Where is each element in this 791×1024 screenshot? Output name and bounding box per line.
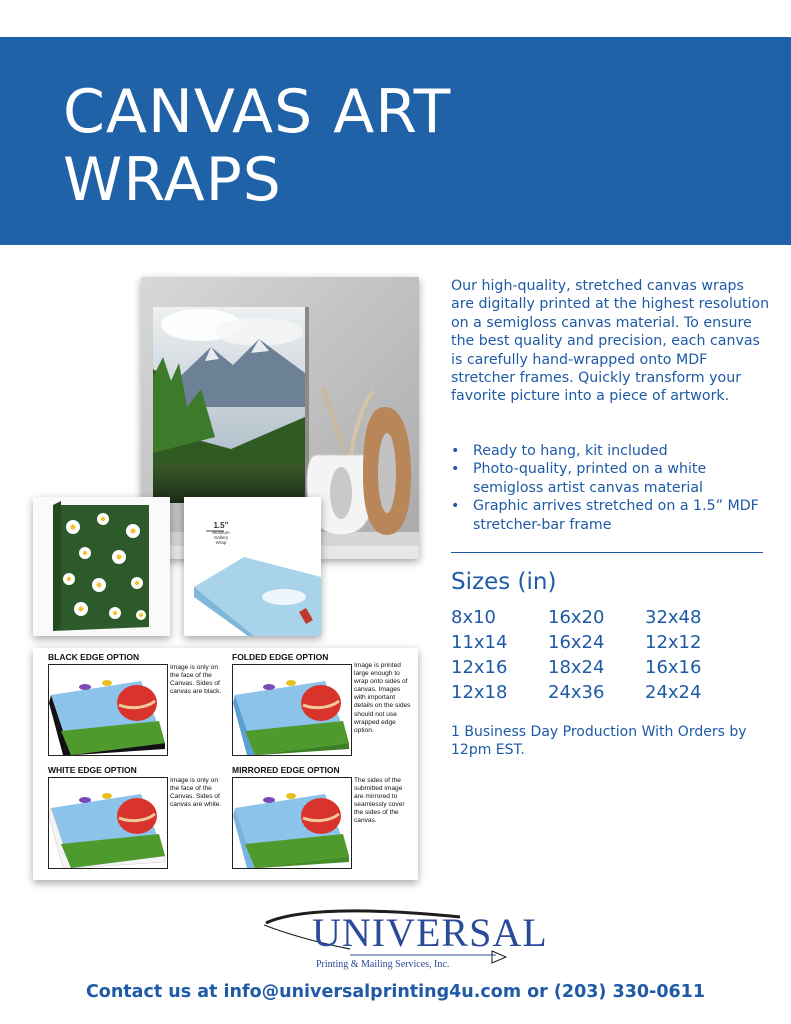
size-item: 18x24 [548,657,605,678]
gallery-wrap-line-2: Gallery [213,535,229,540]
intro-paragraph: Our high-quality, stretched canvas wraps are digitally printed at the highest resolution on a semigloss canvas material. To ensure the best quality and precision, each canvas is carefully hand-wrapped onto MDF stretcher frames. Quickly transform your favorite picture into a piece of artwork. [451,278,770,405]
sizes-heading: Sizes (in) [451,569,557,595]
production-note: 1 Business Day Production With Orders by 12pm EST. [451,724,747,758]
white-edge-image [48,777,168,869]
contact-prefix: Contact us at [85,982,218,1002]
folded-edge-image [232,664,352,756]
feature-item: • Ready to hang, kit included [451,442,776,460]
logo-tagline: Printing & Mailing Services, Inc. [316,959,450,970]
feature-item: • Graphic arrives stretched on a 1.5” MDF stretcher-bar frame [451,497,776,534]
gallery-wrap-line-1: Museum [212,530,230,535]
folded-edge-illustration [233,665,351,755]
contact-line [0,982,791,1002]
daisy-canvas-illustration [33,497,170,636]
white-edge-label: WHITE EDGE OPTION [48,765,137,775]
black-edge-description: Image is only on the face of the Canvas. Sides of canvas are black. [170,664,222,696]
black-edge-label: BLACK EDGE OPTION [48,652,140,662]
feature-list [451,442,776,534]
size-item: 8x10 [451,607,497,628]
size-item: 16x16 [645,657,702,678]
contact-phone-link[interactable]: (203) 330-0611 [553,982,706,1002]
size-item: 16x24 [548,632,605,653]
size-item: 12x12 [645,632,702,653]
logo-wordmark: UNIVERSAL [312,910,548,955]
size-item: 16x20 [548,607,605,628]
mirrored-edge-description: The sides of the submitted image are mirrored to seamlessly cover the sides of the canvas. [354,777,405,825]
contact-joiner: or [527,982,548,1002]
black-edge-illustration [49,665,167,755]
page-title [63,78,451,214]
gallery-wrap-tag [206,521,236,545]
mirrored-edge-image [232,777,352,869]
gallery-wrap-illustration [184,497,321,636]
page-title-line-1: CANVAS ART [63,77,452,147]
page-title-line-2: WRAPS [63,145,282,215]
edge-options-panel [33,648,418,880]
contact-email-link[interactable]: info@universalprinting4u.com [223,982,522,1002]
size-item: 32x48 [645,607,702,628]
folded-edge-label: FOLDED EDGE OPTION [232,652,329,662]
gallery-wrap-photo [184,497,321,636]
size-item: 11x14 [451,632,508,653]
size-item: 12x16 [451,657,508,678]
folded-edge-description: Image is printed large enough to wrap onto sides of canvas. Images with important details on the sides should not use wrapped edge option. [354,662,411,734]
white-edge-description: Image is only on the face of the Canvas. Sides of canvas are white. [170,777,222,809]
feature-item: • Photo-quality, printed on a white semigloss artist canvas material [451,460,776,497]
mirrored-edge-illustration [233,778,351,868]
gallery-wrap-depth: 1.5” [213,521,229,530]
daisy-canvas-photo [33,497,170,636]
mirrored-edge-label: MIRRORED EDGE OPTION [232,765,340,775]
black-edge-image [48,664,168,756]
size-item: 24x24 [645,682,702,703]
divider [451,552,763,553]
size-item: 12x18 [451,682,508,703]
white-edge-illustration [49,778,167,868]
sizes-grid [451,607,751,703]
company-logo [260,905,548,971]
size-item: 24x36 [548,682,605,703]
gallery-wrap-line-3: Wrap [215,540,227,545]
